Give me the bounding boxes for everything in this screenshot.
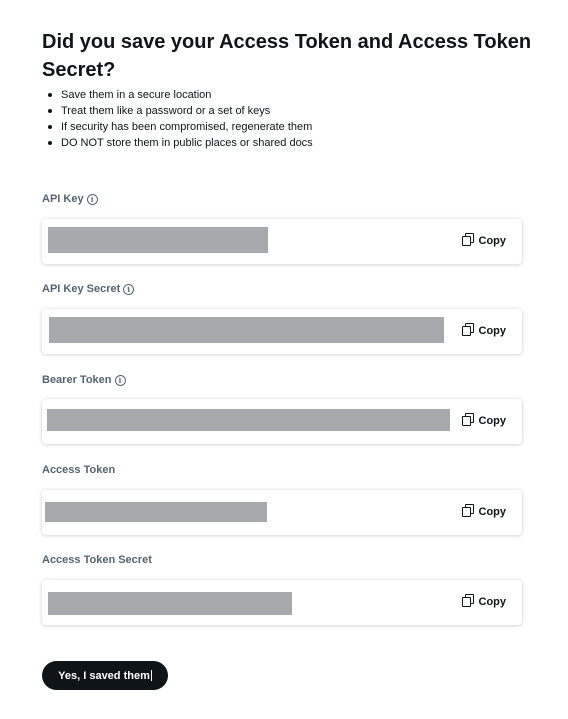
- field-label-text: Bearer Token: [42, 374, 112, 386]
- copy-label: Copy: [478, 506, 506, 518]
- access-token-field: [42, 490, 522, 535]
- copy-icon: [462, 323, 474, 335]
- security-tips-list: [44, 87, 313, 151]
- api-key-label: [42, 192, 98, 206]
- info-icon[interactable]: i: [87, 194, 98, 205]
- access-token-label: [42, 463, 115, 477]
- tip-item: DO NOT store them in public places or shared docs: [44, 135, 313, 151]
- tip-item: Treat them like a password or a set of keys: [44, 103, 313, 119]
- field-label-text: Access Token Secret: [42, 554, 152, 566]
- api-key-secret-label: [42, 282, 134, 296]
- field-label-text: API Key Secret: [42, 283, 121, 295]
- copy-icon: [462, 594, 474, 606]
- bearer-token-label: [42, 373, 126, 387]
- redacted-value: [49, 317, 444, 343]
- tip-item: Save them in a secure location: [44, 87, 313, 103]
- copy-access-token-secret-button[interactable]: [462, 593, 507, 611]
- copy-icon: [462, 233, 474, 245]
- field-label-text: API Key: [42, 193, 84, 205]
- copy-label: Copy: [478, 325, 506, 337]
- tip-item: If security has been compromised, regenerate them: [44, 119, 313, 135]
- copy-icon: [462, 504, 474, 516]
- bearer-token-field: [42, 399, 522, 444]
- field-label-text: Access Token: [42, 464, 116, 476]
- copy-label: Copy: [478, 596, 506, 608]
- access-token-secret-field: [42, 580, 522, 625]
- redacted-value: [45, 502, 267, 522]
- redacted-value: [48, 592, 292, 615]
- api-key-field: [42, 219, 522, 264]
- copy-icon: [462, 413, 474, 425]
- api-key-secret-field: [42, 309, 522, 354]
- redacted-value: [47, 409, 450, 431]
- text-cursor: [151, 670, 152, 681]
- copy-bearer-token-button[interactable]: [462, 412, 507, 430]
- copy-api-key-secret-button[interactable]: [462, 322, 507, 340]
- copy-access-token-button[interactable]: [462, 503, 507, 521]
- confirm-saved-button[interactable]: [42, 661, 168, 690]
- info-icon[interactable]: i: [115, 375, 126, 386]
- access-token-secret-label: [42, 553, 152, 567]
- confirm-button-label: Yes, I saved them: [58, 669, 150, 682]
- copy-label: Copy: [478, 415, 506, 427]
- dialog-title: Did you save your Access Token and Access Token Secret?: [42, 31, 532, 81]
- info-icon[interactable]: i: [123, 284, 134, 295]
- copy-label: Copy: [478, 235, 506, 247]
- redacted-value: [48, 227, 268, 253]
- copy-api-key-button[interactable]: [462, 232, 507, 250]
